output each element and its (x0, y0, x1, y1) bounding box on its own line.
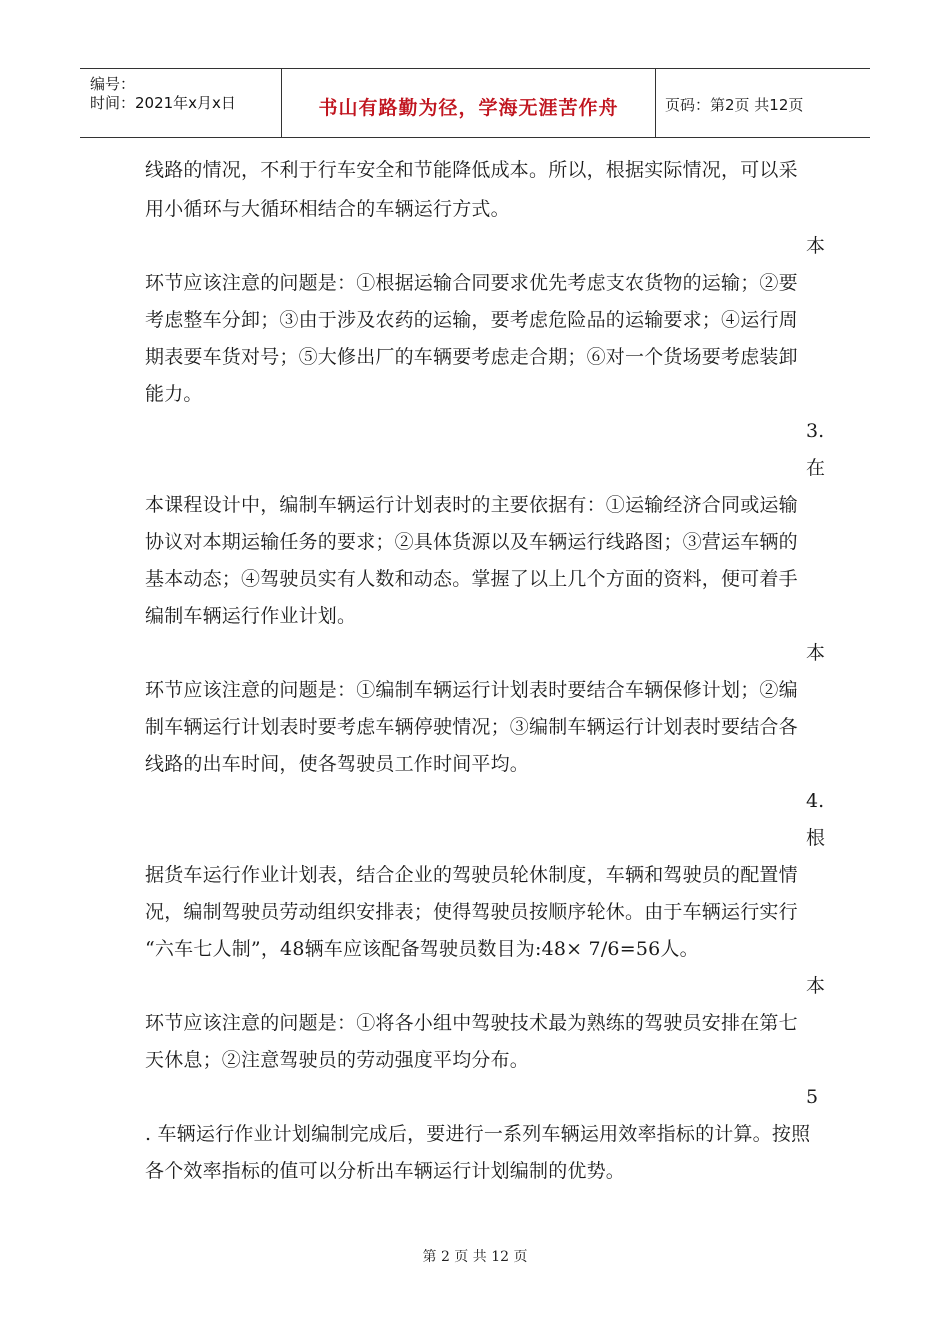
paragraph-marker: 本 (806, 642, 826, 664)
body-line: 各个效率指标的值可以分析出车辆运行计划编制的优势。 (145, 1160, 626, 1182)
body-line: 期表要车货对号；⑤大修出厂的车辆要考虑走合期；⑥对一个货场要考虑装卸 (145, 346, 798, 368)
body-line: 用小循环与大循环相结合的车辆运行方式。 (145, 198, 510, 220)
paragraph-marker: 在 (806, 457, 826, 479)
header-motto-cell (281, 69, 656, 137)
paragraph-marker: 根 (806, 827, 826, 849)
body-line: 天休息；②注意驾驶员的劳动强度平均分布。 (145, 1049, 530, 1071)
body-line: 据货车运行作业计划表，结合企业的驾驶员轮休制度，车辆和驾驶员的配置情 (145, 864, 798, 886)
header-meta-cell (80, 69, 280, 137)
body-line: 线路的情况，不利于行车安全和节能降低成本。所以，根据实际情况，可以采 (145, 159, 798, 181)
header-motto: 书山有路勤为径，学海无涯苦作舟 (318, 97, 619, 119)
body-line: . 车辆运行作业计划编制完成后，要进行一系列车辆运用效率指标的计算。按照 (145, 1123, 811, 1145)
body-line: 能力。 (145, 383, 203, 405)
body-line: 基本动态；④驾驶员实有人数和动态。掌握了以上几个方面的资料，便可着手 (145, 568, 798, 590)
body-line: 线路的出车时间，使各驾驶员工作时间平均。 (145, 753, 530, 775)
body-line: 环节应该注意的问题是：①将各小组中驾驶技术最为熟练的驾驶员安排在第七 (145, 1012, 798, 1034)
header-table (80, 68, 870, 138)
body-line: 环节应该注意的问题是：①编制车辆运行计划表时要结合车辆保修计划；②编 (145, 679, 798, 701)
paragraph-marker: 本 (806, 235, 826, 257)
section-number: 5 (806, 1086, 819, 1108)
body-line: 考虑整车分卸；③由于涉及农药的运输，要考虑危险品的运输要求；④运行周 (145, 309, 798, 331)
body-line: 制车辆运行计划表时要考虑车辆停驶情况；③编制车辆运行计划表时要结合各 (145, 716, 798, 738)
body-line: 协议对本期运输任务的要求；②具体货源以及车辆运行线路图；③营运车辆的 (145, 531, 798, 553)
body-line: 环节应该注意的问题是：①根据运输合同要求优先考虑支农货物的运输；②要 (145, 272, 798, 294)
document-time-label: 时间：2021年x月x日 (90, 94, 236, 112)
body-line: 况，编制驾驶员劳动组织安排表；使得驾驶员按顺序轮休。由于车辆运行实行 (145, 901, 798, 923)
document-code-label: 编号： (90, 75, 136, 93)
body-line: 本课程设计中，编制车辆运行计划表时的主要依据有：①运输经济合同或运输 (145, 494, 798, 516)
section-number: 3. (806, 420, 825, 442)
paragraph-marker: 本 (806, 975, 826, 997)
body-line: 编制车辆运行作业计划。 (145, 605, 357, 627)
page-footer: 第 2 页 共 12 页 (422, 1249, 528, 1265)
header-page-cell (655, 69, 870, 137)
header-page-label: 页码：第2页 共12页 (665, 96, 804, 114)
section-number: 4. (806, 790, 825, 812)
body-line: “六车七人制”，48辆车应该配备驾驶员数目为:48× 7/6=56人。 (145, 938, 699, 960)
